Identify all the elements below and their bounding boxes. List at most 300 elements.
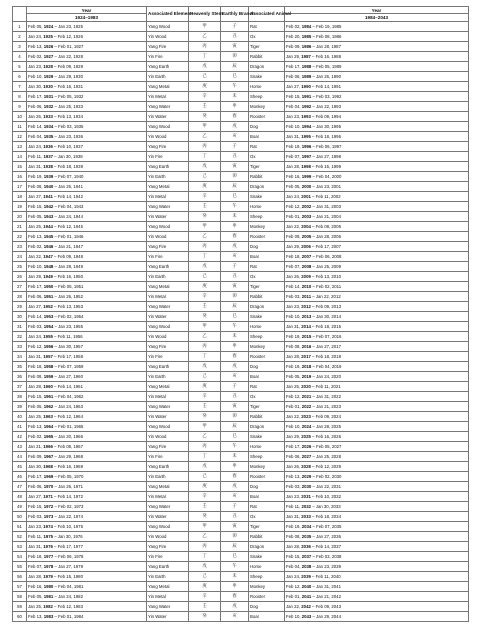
table-row [13, 281, 469, 291]
date-range-1984: Feb 03, 2011 – Jan 22, 2012 [285, 291, 469, 301]
earthly-branch: 寅 [221, 401, 249, 411]
earthly-branch: 亥 [221, 251, 249, 261]
new-year-start-year: 1988 [301, 63, 312, 69]
element: Yin Earth [147, 571, 189, 581]
table-row [13, 361, 469, 371]
new-year-start-year: 2041 [301, 593, 312, 599]
table-row [13, 611, 469, 621]
new-year-start-year: 1930 [43, 83, 53, 89]
new-year-start-year: 2014 [301, 323, 311, 329]
earthly-branch: 午 [221, 321, 249, 331]
date-range-1924: Jan 27, 1952 – Feb 13, 1953 [27, 301, 147, 311]
new-year-start-year: 1959 [43, 373, 54, 379]
new-year-start-year: 1999 [301, 173, 312, 179]
element: Yin Fire [147, 451, 189, 461]
new-year-start-year: 1941 [43, 193, 53, 199]
animal: Dog [249, 601, 285, 611]
row-number: 35 [13, 361, 27, 371]
heavenly-stem: 辛 [189, 291, 221, 301]
row-number: 2 [13, 31, 27, 41]
heavenly-stem: 癸 [189, 111, 221, 121]
row-number: 8 [13, 91, 27, 101]
element: Yin Metal [147, 391, 189, 401]
new-year-start-year: 1992 [301, 103, 312, 109]
new-year-start-year: 2037 [301, 553, 312, 559]
element: Yang Wood [147, 421, 189, 431]
new-year-start-year: 2025 [301, 433, 311, 439]
date-range-1984: Jan 26, 2009 – Feb 13, 2010 [285, 271, 469, 281]
new-year-start-year: 1957 [43, 353, 53, 359]
row-number: 25 [13, 261, 27, 271]
element: Yang Water [147, 201, 189, 211]
date-range-1984: Feb 19, 2034 – Feb 07, 2035 [285, 521, 469, 531]
new-year-start-year: 2010 [301, 283, 312, 289]
new-year-start-year: 2007 [301, 253, 312, 259]
date-range-1984: Jan 22, 2042 – Feb 09, 2043 [285, 601, 469, 611]
new-year-start-year: 2020 [301, 383, 311, 389]
row-number: 10 [13, 111, 27, 121]
table-row [13, 421, 469, 431]
animal: Dog [249, 361, 285, 371]
heavenly-stem: 庚 [189, 381, 221, 391]
new-year-start-year: 2033 [301, 513, 311, 519]
table-row [13, 261, 469, 271]
animal: Snake [249, 71, 285, 81]
row-number: 47 [13, 481, 27, 491]
table-row [13, 121, 469, 131]
element: Yin Water [147, 511, 189, 521]
table-row [13, 311, 469, 321]
heavenly-stem: 壬 [189, 301, 221, 311]
element: Yin Earth [147, 371, 189, 381]
new-year-start-year: 1986 [301, 43, 312, 49]
year-1924-header: Year [27, 7, 147, 14]
earthly-branch: 未 [221, 211, 249, 221]
date-range-1984: Jan 31, 1995 – Feb 18, 1996 [285, 131, 469, 141]
heavenly-stem: 丙 [189, 541, 221, 551]
earthly-branch: 寅 [221, 161, 249, 171]
row-number: 32 [13, 331, 27, 341]
new-year-start-year: 2032 [301, 503, 312, 509]
new-year-start-year: 1961 [43, 393, 54, 399]
date-range-1924: Feb 18, 1977 – Feb 06, 1978 [27, 551, 147, 561]
new-year-start-year: 1991 [301, 93, 312, 99]
row-number: 1 [13, 21, 27, 31]
animal: Snake [249, 311, 285, 321]
earthly-branch: 亥 [221, 611, 249, 621]
row-number: 44 [13, 451, 27, 461]
date-range-1984: Feb 09, 2005 – Jan 28, 2006 [285, 231, 469, 241]
date-range-1924: Jan 31, 1938 – Feb 18, 1939 [27, 161, 147, 171]
new-year-start-year: 1973 [43, 513, 54, 519]
element: Yang Water [147, 401, 189, 411]
date-range-1984: Feb 10, 2043 – Jan 29, 2044 [285, 611, 469, 621]
element: Yang Metal [147, 281, 189, 291]
date-range-1984: Jan 31, 2033 – Feb 18, 2034 [285, 511, 469, 521]
earthly-branch: 申 [221, 581, 249, 591]
table-row [13, 381, 469, 391]
date-range-1984: Jan 28, 2036 – Feb 14, 2037 [285, 541, 469, 551]
date-range-1924: Feb 15, 1942 – Feb 04, 1943 [27, 201, 147, 211]
date-range-1984: Feb 06, 1989 – Jan 26, 1990 [285, 71, 469, 81]
new-year-start-year: 1939 [43, 173, 54, 179]
date-range-1924: Feb 02, 1946 – Jan 21, 1947 [27, 241, 147, 251]
new-year-start-year: 2001 [301, 193, 311, 199]
animal: Horse [249, 201, 285, 211]
element: Yang Metal [147, 581, 189, 591]
date-range-1924: Jan 23, 1974 – Feb 10, 1975 [27, 521, 147, 531]
earthly-branch: 酉 [221, 351, 249, 361]
new-year-start-year: 1940 [43, 183, 54, 189]
table-row [13, 81, 469, 91]
new-year-start-year: 1937 [43, 153, 54, 159]
date-range-1924: Jan 26, 1933 – Feb 13, 1934 [27, 111, 147, 121]
element: Yin Water [147, 111, 189, 121]
new-year-start-year: 1927 [43, 53, 54, 59]
element: Yin Metal [147, 291, 189, 301]
row-number: 54 [13, 551, 27, 561]
earthly-branch: 巳 [221, 191, 249, 201]
earthly-branch: 酉 [221, 471, 249, 481]
new-year-start-year: 2026 [301, 443, 312, 449]
animal: Monkey [249, 221, 285, 231]
heavenly-stem: 庚 [189, 181, 221, 191]
earthly-branch: 寅 [221, 521, 249, 531]
table-row [13, 111, 469, 121]
row-number: 41 [13, 421, 27, 431]
heavenly-stem: 丙 [189, 341, 221, 351]
row-number: 11 [13, 121, 27, 131]
date-range-1984: Jan 29, 1987 – Feb 16, 1988 [285, 51, 469, 61]
row-number: 40 [13, 411, 27, 421]
earthly-branch: 卯 [221, 411, 249, 421]
new-year-start-year: 2043 [301, 613, 312, 619]
date-range-1924: Feb 12, 1956 – Jan 30, 1957 [27, 341, 147, 351]
new-year-start-year: 2006 [301, 243, 311, 249]
row-number: 39 [13, 401, 27, 411]
row-number: 43 [13, 441, 27, 451]
row-number: 42 [13, 431, 27, 441]
earthly-branch: 辰 [221, 541, 249, 551]
new-year-start-year: 1935 [43, 133, 54, 139]
date-range-1984: Feb 10, 2024 – Jan 28, 2025 [285, 421, 469, 431]
heavenly-stem: 癸 [189, 411, 221, 421]
table-row [13, 221, 469, 231]
new-year-start-year: 1951 [43, 293, 54, 299]
table-row [13, 291, 469, 301]
element: Yang Fire [147, 141, 189, 151]
heavenly-stem: 壬 [189, 601, 221, 611]
table-row [13, 231, 469, 241]
earthly-branch: 辰 [221, 421, 249, 431]
date-range-1924: Jan 24, 1936 – Feb 10, 1937 [27, 141, 147, 151]
date-range-1924: Jan 25, 1963 – Feb 12, 1964 [27, 411, 147, 421]
element: Yin Wood [147, 131, 189, 141]
table-row [13, 41, 469, 51]
date-range-1984: Feb 17, 1988 – Feb 05, 1989 [285, 61, 469, 71]
date-range-1984: Feb 08, 2016 – Jan 27, 2017 [285, 341, 469, 351]
date-range-1924: Feb 06, 1951 – Jan 26, 1952 [27, 291, 147, 301]
table-row [13, 191, 469, 201]
element: Yin Wood [147, 231, 189, 241]
heavenly-stem: 乙 [189, 531, 221, 541]
row-number: 50 [13, 511, 27, 521]
element: Yin Wood [147, 31, 189, 41]
heavenly-stem: 丙 [189, 241, 221, 251]
date-range-1984: Jan 24, 2001 – Feb 11, 2002 [285, 191, 469, 201]
date-range-1924: Feb 05, 1981 – Jan 24, 1982 [27, 591, 147, 601]
new-year-start-year: 1964 [43, 423, 54, 429]
row-number: 16 [13, 171, 27, 181]
new-year-start-year: 1984 [301, 23, 312, 29]
heavenly-stem: 乙 [189, 431, 221, 441]
date-range-1924: Jan 31, 1976 – Feb 17, 1977 [27, 541, 147, 551]
row-number: 15 [13, 161, 27, 171]
date-range-1924: Jan 25, 1944 – Feb 12, 1945 [27, 221, 147, 231]
date-range-1924: Feb 15, 1972 – Feb 02, 1973 [27, 501, 147, 511]
new-year-start-year: 2029 [301, 473, 312, 479]
row-number: 9 [13, 101, 27, 111]
earthly-branch: 午 [221, 201, 249, 211]
date-range-1984: Feb 01, 2022 – Jan 21, 2023 [285, 401, 469, 411]
table-row [13, 581, 469, 591]
earthly-branch: 辰 [221, 181, 249, 191]
heavenly-stem: 己 [189, 171, 221, 181]
heavenly-stem: 壬 [189, 501, 221, 511]
row-number: 60 [13, 611, 27, 621]
earthly-branch: 辰 [221, 301, 249, 311]
new-year-start-year: 1981 [43, 593, 54, 599]
date-range-1984: Feb 16, 1999 – Feb 04, 2000 [285, 171, 469, 181]
new-year-start-year: 1929 [43, 73, 54, 79]
heavenly-stem: 甲 [189, 421, 221, 431]
earthly-branch: 午 [221, 441, 249, 451]
animal: Rat [249, 381, 285, 391]
date-range-1924: Feb 06, 1932 – Jan 25, 1933 [27, 101, 147, 111]
earthly-branch: 丑 [221, 31, 249, 41]
earthly-branch: 申 [221, 221, 249, 231]
element: Yang Water [147, 501, 189, 511]
new-year-start-year: 1945 [43, 233, 54, 239]
row-number: 4 [13, 51, 27, 61]
animal: Tiger [249, 41, 285, 51]
table-row [13, 501, 469, 511]
date-range-1984: Feb 07, 1997 – Jan 27, 1998 [285, 151, 469, 161]
row-number: 22 [13, 231, 27, 241]
date-range-1984: Feb 13, 2029 – Feb 02, 2030 [285, 471, 469, 481]
animal: Dragon [249, 421, 285, 431]
new-year-start-year: 1970 [43, 483, 54, 489]
new-year-start-year: 2016 [301, 343, 312, 349]
new-year-start-year: 1971 [43, 493, 53, 499]
new-year-start-year: 1944 [43, 223, 53, 229]
table-row [13, 181, 469, 191]
row-number: 6 [13, 71, 27, 81]
animal: Rat [249, 21, 285, 31]
new-year-start-year: 2005 [301, 233, 312, 239]
table-row [13, 471, 469, 481]
heavenly-stem: 戊 [189, 561, 221, 571]
row-number: 31 [13, 321, 27, 331]
element: Yang Wood [147, 521, 189, 531]
date-range-1924: Feb 11, 1937 – Jan 30, 1938 [27, 151, 147, 161]
new-year-start-year: 1958 [43, 363, 54, 369]
heavenly-stem: 癸 [189, 311, 221, 321]
element: Yin Wood [147, 431, 189, 441]
row-number: 55 [13, 561, 27, 571]
date-range-1984: Feb 14, 2010 – Feb 02, 2011 [285, 281, 469, 291]
date-range-1924: Feb 15, 1961 – Feb 04, 1962 [27, 391, 147, 401]
heavenly-stem: 戊 [189, 461, 221, 471]
row-number: 58 [13, 591, 27, 601]
table-row [13, 91, 469, 101]
new-year-start-year: 1995 [301, 133, 311, 139]
year-1984-range: 1984–2043 [285, 14, 469, 22]
new-year-start-year: 2011 [301, 293, 312, 299]
row-number: 48 [13, 491, 27, 501]
date-range-1924: Feb 11, 1975 – Jan 30, 1976 [27, 531, 147, 541]
element: Yang Fire [147, 41, 189, 51]
animal: Sheep [249, 91, 285, 101]
earthly-branch: 戌 [221, 241, 249, 251]
new-year-start-year: 1972 [43, 503, 54, 509]
row-number: 36 [13, 371, 27, 381]
date-range-1924: Feb 14, 1934 – Feb 03, 1935 [27, 121, 147, 131]
date-range-1984: Jan 23, 2031 – Feb 10, 2032 [285, 491, 469, 501]
new-year-start-year: 1933 [43, 113, 53, 119]
date-range-1984: Feb 06, 2027 – Jan 25, 2028 [285, 451, 469, 461]
row-number: 5 [13, 61, 27, 71]
zodiac-year-table [12, 6, 469, 622]
element: Yang Metal [147, 181, 189, 191]
heavenly-stem: 丙 [189, 441, 221, 451]
new-year-start-year: 1996 [301, 143, 312, 149]
animal: Boar [249, 131, 285, 141]
table-row [13, 351, 469, 361]
new-year-start-year: 2040 [301, 583, 312, 589]
date-range-1984: Jan 22, 2004 – Feb 08, 2005 [285, 221, 469, 231]
new-year-start-year: 1934 [43, 123, 54, 129]
new-year-start-year: 2027 [301, 453, 312, 459]
table-row [13, 551, 469, 561]
row-number: 34 [13, 351, 27, 361]
animal: Sheep [249, 451, 285, 461]
new-year-start-year: 2004 [301, 223, 311, 229]
new-year-start-year: 2015 [301, 333, 312, 339]
row-number: 33 [13, 341, 27, 351]
table-row [13, 241, 469, 251]
new-year-start-year: 2039 [301, 573, 311, 579]
table-row [13, 411, 469, 421]
new-year-start-year: 2028 [301, 463, 311, 469]
animal: Boar [249, 611, 285, 621]
heavenly-stem: 庚 [189, 281, 221, 291]
animal: Horse [249, 441, 285, 451]
animal: Rat [249, 501, 285, 511]
date-range-1984: Feb 01, 2041 – Jan 21, 2042 [285, 591, 469, 601]
table-row [13, 51, 469, 61]
table-row [13, 201, 469, 211]
date-range-1924: Feb 17, 1950 – Feb 05, 1951 [27, 281, 147, 291]
new-year-start-year: 1968 [43, 463, 53, 469]
element: Yin Wood [147, 531, 189, 541]
heavenly-stem: 戊 [189, 61, 221, 71]
new-year-start-year: 1966 [43, 443, 53, 449]
table-row [13, 451, 469, 461]
table-row [13, 511, 469, 521]
animal: Horse [249, 561, 285, 571]
table-row [13, 301, 469, 311]
date-range-1984: Jan 22, 2023 – Feb 09, 2024 [285, 411, 469, 421]
date-range-1924: Jan 30, 1968 – Feb 16, 1969 [27, 461, 147, 471]
new-year-start-year: 2042 [301, 603, 311, 609]
animal: Rooster [249, 591, 285, 601]
date-range-1984: Feb 08, 2035 – Jan 27, 2036 [285, 531, 469, 541]
new-year-start-year: 1993 [301, 113, 311, 119]
new-year-start-year: 1947 [43, 253, 53, 259]
row-number: 7 [13, 81, 27, 91]
animal: Dragon [249, 181, 285, 191]
heavenly-stem: 丁 [189, 351, 221, 361]
earthly-branch: 卯 [221, 531, 249, 541]
new-year-start-year: 2035 [301, 533, 312, 539]
table-row [13, 101, 469, 111]
new-year-start-year: 1983 [43, 613, 54, 619]
element: Yin Water [147, 411, 189, 421]
heavenly-stem: 辛 [189, 91, 221, 101]
heavenly-stem: 辛 [189, 191, 221, 201]
new-year-start-year: 1978 [43, 563, 54, 569]
earthly-branch: 丑 [221, 391, 249, 401]
element: Yang Earth [147, 161, 189, 171]
date-range-1924: Feb 14, 1953 – Feb 02, 1954 [27, 311, 147, 321]
earthly-branch: 子 [221, 141, 249, 151]
earthly-branch: 亥 [221, 491, 249, 501]
earthly-branch: 寅 [221, 41, 249, 51]
date-range-1984: Feb 12, 2040 – Jan 31, 2041 [285, 581, 469, 591]
new-year-start-year: 1942 [43, 203, 54, 209]
heavenly-stem: 庚 [189, 481, 221, 491]
table-row [13, 431, 469, 441]
new-year-start-year: 1948 [43, 263, 54, 269]
date-range-1984: Feb 05, 2019 – Jan 24, 2020 [285, 371, 469, 381]
date-range-1984: Jan 29, 2006 – Feb 17, 2007 [285, 241, 469, 251]
element: Yang Earth [147, 61, 189, 71]
date-range-1984: Jan 23, 2012 – Feb 09, 2013 [285, 301, 469, 311]
new-year-start-year: 1998 [301, 163, 311, 169]
row-number: 21 [13, 221, 27, 231]
date-range-1924: Jan 25, 1982 – Feb 12, 1983 [27, 601, 147, 611]
date-range-1984: Jan 27, 1990 – Feb 14, 1991 [285, 81, 469, 91]
element: Yang Earth [147, 361, 189, 371]
new-year-start-year: 2034 [301, 523, 312, 529]
table-row [13, 31, 469, 41]
heavenly-stem: 丁 [189, 451, 221, 461]
new-year-start-year: 2030 [301, 483, 312, 489]
new-year-start-year: 2013 [301, 313, 312, 319]
animal: Boar [249, 371, 285, 381]
earthly-branch: 午 [221, 561, 249, 571]
new-year-start-year: 2008 [301, 263, 312, 269]
date-range-1984: Feb 12, 2002 – Jan 31, 2003 [285, 201, 469, 211]
new-year-start-year: 1969 [43, 473, 54, 479]
earthly-branch: 子 [221, 21, 249, 31]
animal: Horse [249, 81, 285, 91]
element: Yang Fire [147, 441, 189, 451]
date-range-1924: Feb 02, 1927 – Jan 22, 1928 [27, 51, 147, 61]
animal: Boar [249, 491, 285, 501]
row-number: 56 [13, 571, 27, 581]
